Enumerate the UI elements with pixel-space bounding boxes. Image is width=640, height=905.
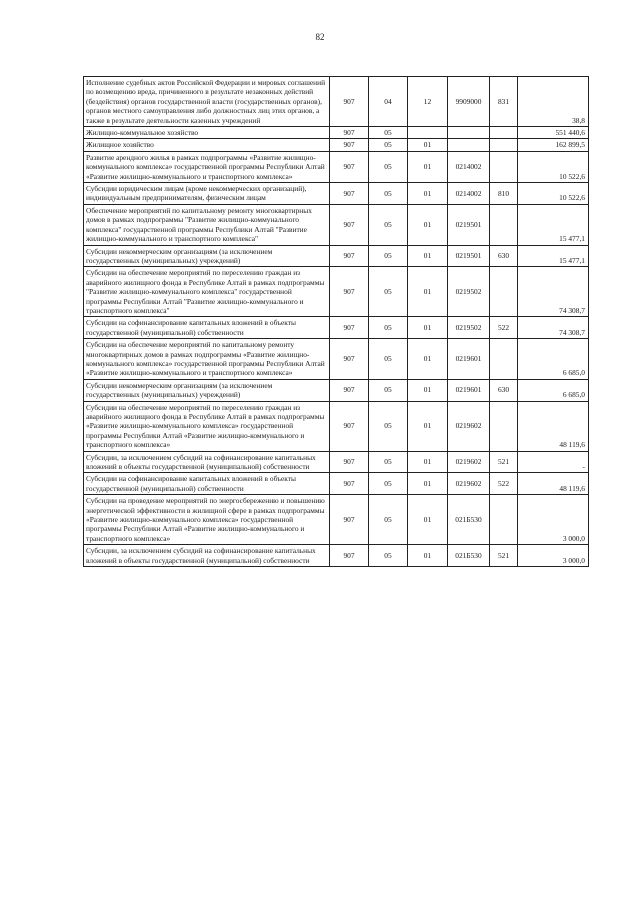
row-subsection: 12 (408, 77, 448, 127)
table-row (84, 245, 589, 267)
row-article: 0214002 (448, 183, 490, 205)
row-section: 05 (369, 127, 408, 139)
row-subsection: 01 (408, 495, 448, 545)
table-row (84, 183, 589, 205)
row-code: 907 (330, 317, 369, 339)
row-article: 0219502 (448, 267, 490, 317)
row-name: Субсидии некоммерческим организациям (за исключением государственных (муниципальных) учреждений) (84, 379, 330, 401)
row-section: 05 (369, 451, 408, 473)
table-row (84, 473, 589, 495)
row-amount: 10 522,6 (518, 183, 589, 205)
table-row (84, 77, 589, 127)
row-type: 521 (490, 451, 518, 473)
row-subsection: 01 (408, 473, 448, 495)
row-code: 907 (330, 127, 369, 139)
table-row (84, 127, 589, 139)
row-article: 9909000 (448, 77, 490, 127)
table-row (84, 267, 589, 317)
row-code: 907 (330, 401, 369, 451)
row-section: 05 (369, 379, 408, 401)
row-code: 907 (330, 451, 369, 473)
table-row (84, 317, 589, 339)
row-name: Субсидии некоммерческим организациям (за исключением государственных (муниципальных) учреждений) (84, 245, 330, 267)
row-subsection: 01 (408, 183, 448, 205)
row-subsection: 01 (408, 401, 448, 451)
row-subsection: 01 (408, 379, 448, 401)
table-row (84, 401, 589, 451)
row-amount: 15 477,1 (518, 204, 589, 245)
row-subsection: 01 (408, 139, 448, 151)
row-section: 05 (369, 317, 408, 339)
table-row (84, 204, 589, 245)
row-amount: 3 000,0 (518, 495, 589, 545)
row-code: 907 (330, 379, 369, 401)
row-amount: 74 308,7 (518, 317, 589, 339)
row-type: 521 (490, 545, 518, 567)
row-section: 04 (369, 77, 408, 127)
table-row (84, 495, 589, 545)
row-type: 522 (490, 317, 518, 339)
row-type (490, 401, 518, 451)
row-type (490, 127, 518, 139)
table-row (84, 379, 589, 401)
row-subsection: 01 (408, 151, 448, 182)
row-subsection: 01 (408, 267, 448, 317)
row-amount: 48 119,6 (518, 473, 589, 495)
row-type: 630 (490, 245, 518, 267)
table-row (84, 545, 589, 567)
row-name: Субсидии на софинансирование капитальных вложений в объекты государственной (муниципальной) собственности (84, 473, 330, 495)
row-subsection: 01 (408, 204, 448, 245)
row-section: 05 (369, 401, 408, 451)
row-subsection: 01 (408, 451, 448, 473)
row-code: 907 (330, 77, 369, 127)
row-name: Субсидии, за исключением субсидий на софинансирование капитальных вложений в объекты государственной (муниципальной) собственности (84, 545, 330, 567)
row-type: 522 (490, 473, 518, 495)
row-code: 907 (330, 151, 369, 182)
row-type: 831 (490, 77, 518, 127)
row-subsection: 01 (408, 245, 448, 267)
row-section: 05 (369, 267, 408, 317)
row-amount: 551 440,6 (518, 127, 589, 139)
budget-table (83, 76, 589, 567)
row-article (448, 139, 490, 151)
row-name: Обеспечение мероприятий по капитальному ремонту многоквартирных домов в рамках подпрограммы "Развитие жилищно-коммунального комплекса" государственной программы Республики Алтай "Развитие жилищно-коммунального и транспортного комплекса" (84, 204, 330, 245)
row-subsection: 01 (408, 339, 448, 380)
row-section: 05 (369, 151, 408, 182)
row-code: 907 (330, 139, 369, 151)
row-name: Субсидии на проведение мероприятий по энергосбережению и повышению энергетической эффективности в жилищной сфере в рамках подпрограммы «Развитие жилищно-коммунального комплекса» государственной программы Республики Алтай «Развитие жилищно-коммунального и транспортного комплекса» (84, 495, 330, 545)
row-section: 05 (369, 545, 408, 567)
row-code: 907 (330, 339, 369, 380)
row-code: 907 (330, 267, 369, 317)
row-article: 0219602 (448, 401, 490, 451)
row-name: Жилищное хозяйство (84, 139, 330, 151)
row-type (490, 495, 518, 545)
row-amount: 3 000,0 (518, 545, 589, 567)
row-name: Жилищно-коммунальное хозяйство (84, 127, 330, 139)
row-section: 05 (369, 339, 408, 380)
row-code: 907 (330, 245, 369, 267)
row-code: 907 (330, 473, 369, 495)
row-amount: 48 119,6 (518, 401, 589, 451)
page-number: 82 (315, 32, 325, 42)
table-row (84, 339, 589, 380)
row-article: 0219501 (448, 204, 490, 245)
row-amount: 15 477,1 (518, 245, 589, 267)
row-article: 0214002 (448, 151, 490, 182)
row-name: Исполнение судебных актов Российской Федерации и мировых соглашений по возмещению вреда, причиненного в результате незаконных действий (бездействия) органов государственной власти (государственных органов), органов местного самоуправления либо должностных лиц этих органов, а также в результате деятельности казенных учреждений (84, 77, 330, 127)
row-code: 907 (330, 204, 369, 245)
row-name: Субсидии на обеспечение мероприятий по переселению граждан из аварийного жилищного фонда в Республике Алтай в рамках подпрограммы "Развитие жилищно-коммунального комплекса" государственной программы Республики Алтай "Развитие жилищно-коммунального и транспортного комплекса" (84, 267, 330, 317)
row-section: 05 (369, 473, 408, 495)
row-amount: 6 685,0 (518, 379, 589, 401)
budget-table-body (84, 77, 589, 567)
row-name: Субсидии юридическим лицам (кроме некоммерческих организаций), индивидуальным предпринимателям, физическим лицам (84, 183, 330, 205)
row-name: Субсидии на софинансирование капитальных вложений в объекты государственной (муниципальной) собственности (84, 317, 330, 339)
table-row (84, 451, 589, 473)
row-type (490, 339, 518, 380)
row-type: 810 (490, 183, 518, 205)
row-amount: 6 685,0 (518, 339, 589, 380)
row-article: 021Б530 (448, 495, 490, 545)
row-type (490, 151, 518, 182)
table-row (84, 151, 589, 182)
row-subsection: 01 (408, 317, 448, 339)
row-article: 0219501 (448, 245, 490, 267)
row-amount: 38,8 (518, 77, 589, 127)
row-name: Субсидии на обеспечение мероприятий по капитальному ремонту многоквартирных домов в рамках подпрограммы «Развитие жилищно-коммунального комплекса» государственной программы Республики Алтай «Развитие жилищно-коммунального и транспортного комплекса» (84, 339, 330, 380)
row-article: 0219602 (448, 451, 490, 473)
table-row (84, 139, 589, 151)
row-article: 0219601 (448, 339, 490, 380)
row-amount: - (518, 451, 589, 473)
row-subsection (408, 127, 448, 139)
row-section: 05 (369, 245, 408, 267)
row-section: 05 (369, 495, 408, 545)
row-code: 907 (330, 545, 369, 567)
row-code: 907 (330, 495, 369, 545)
row-amount: 10 522,6 (518, 151, 589, 182)
row-type: 630 (490, 379, 518, 401)
row-subsection: 01 (408, 545, 448, 567)
row-article: 0219502 (448, 317, 490, 339)
row-section: 05 (369, 204, 408, 245)
row-name: Субсидии на обеспечение мероприятий по переселению граждан из аварийного жилищного фонда в Республике Алтай в рамках подпрограммы «Развитие жилищно-коммунального комплекса» государственной программы Республики Алтай «Развитие жилищно-коммунального и транспортного комплекса» (84, 401, 330, 451)
row-section: 05 (369, 139, 408, 151)
row-amount: 74 308,7 (518, 267, 589, 317)
row-name: Развитие арендного жилья в рамках подпрограммы «Развитие жилищно-коммунального комплекса» государственной программы Республики Алтай «Развитие жилищно-коммунального и транспортного комплекса» (84, 151, 330, 182)
row-type (490, 139, 518, 151)
row-name: Субсидии, за исключением субсидий на софинансирование капитальных вложений в объекты государственной (муниципальной) собственности (84, 451, 330, 473)
row-article: 0219602 (448, 473, 490, 495)
row-section: 05 (369, 183, 408, 205)
row-amount: 162 899,5 (518, 139, 589, 151)
row-code: 907 (330, 183, 369, 205)
row-article (448, 127, 490, 139)
row-article: 0219601 (448, 379, 490, 401)
row-type (490, 267, 518, 317)
row-article: 021Б530 (448, 545, 490, 567)
row-type (490, 204, 518, 245)
